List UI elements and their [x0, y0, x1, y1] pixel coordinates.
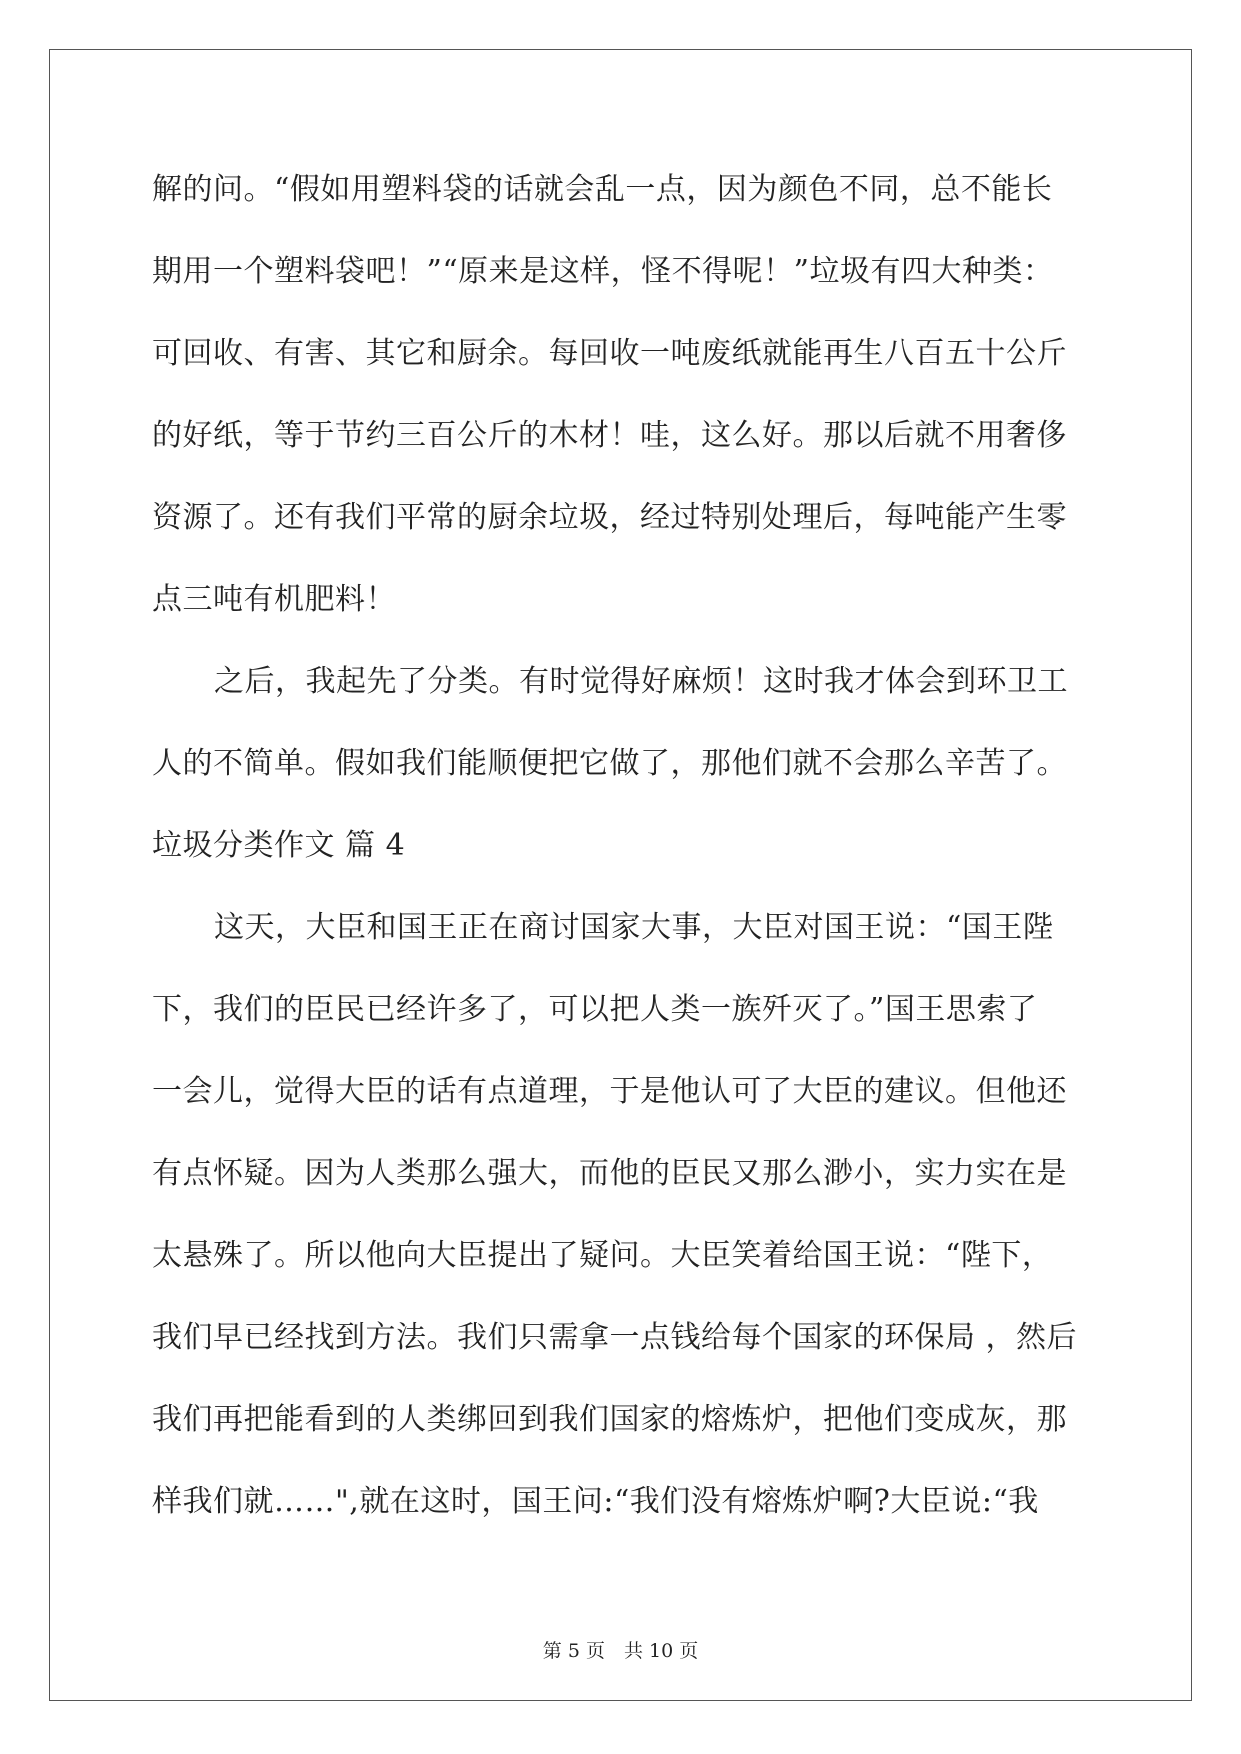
paragraph-start-line: 这天，大臣和国王正在商讨国家大事，大臣对国王说：“国王陛 [214, 910, 1054, 945]
text-line: 我们早已经找到方法。我们只需拿一点钱给每个国家的环保局 ，然后 [152, 1320, 1078, 1355]
text-line: 人的不简单。假如我们能顺便把它做了，那他们就不会那么辛苦了。 [152, 746, 1067, 781]
text-line: 可回收、有害、其它和厨余。每回收一吨废纸就能再生八百五十公斤 [152, 336, 1067, 371]
text-line: 解的问。“假如用塑料袋的话就会乱一点，因为颜色不同，总不能长 [152, 172, 1053, 207]
text-line: 的好纸，等于节约三百公斤的木材！哇，这么好。那以后就不用奢侈 [152, 418, 1067, 453]
text-line: 太悬殊了。所以他向大臣提出了疑问。大臣笑着给国王说：“陛下， [152, 1238, 1053, 1273]
text-line: 有点怀疑。因为人类那么强大，而他的臣民又那么渺小，实力实在是 [152, 1156, 1067, 1191]
text-line: 点三吨有机肥料！ [152, 582, 396, 617]
document-body [152, 162, 1090, 1556]
text-line: 我们再把能看到的人类绑回到我们国家的熔炼炉，把他们变成灰，那 [152, 1402, 1067, 1437]
section-heading: 垃圾分类作文 篇 4 [152, 828, 406, 863]
paragraph-start-line: 之后，我起先了分类。有时觉得好麻烦！这时我才体会到环卫工 [214, 664, 1068, 699]
text-line: 资源了。还有我们平常的厨余垃圾，经过特别处理后，每吨能产生零 [152, 500, 1067, 535]
text-line: 样我们就……",就在这时，国王问:“我们没有熔炼炉啊?大臣说:“我 [152, 1484, 1039, 1519]
text-line: 下，我们的臣民已经许多了，可以把人类一族歼灭了。”国王思索了 [152, 992, 1038, 1027]
text-line: 一会儿，觉得大臣的话有点道理，于是他认可了大臣的建议。但他还 [152, 1074, 1067, 1109]
page-number: 第 5 页 共 10 页 [542, 1640, 699, 1662]
text-line: 期用一个塑料袋吧！”“原来是这样，怪不得呢！”垃圾有四大种类： [152, 254, 1054, 289]
